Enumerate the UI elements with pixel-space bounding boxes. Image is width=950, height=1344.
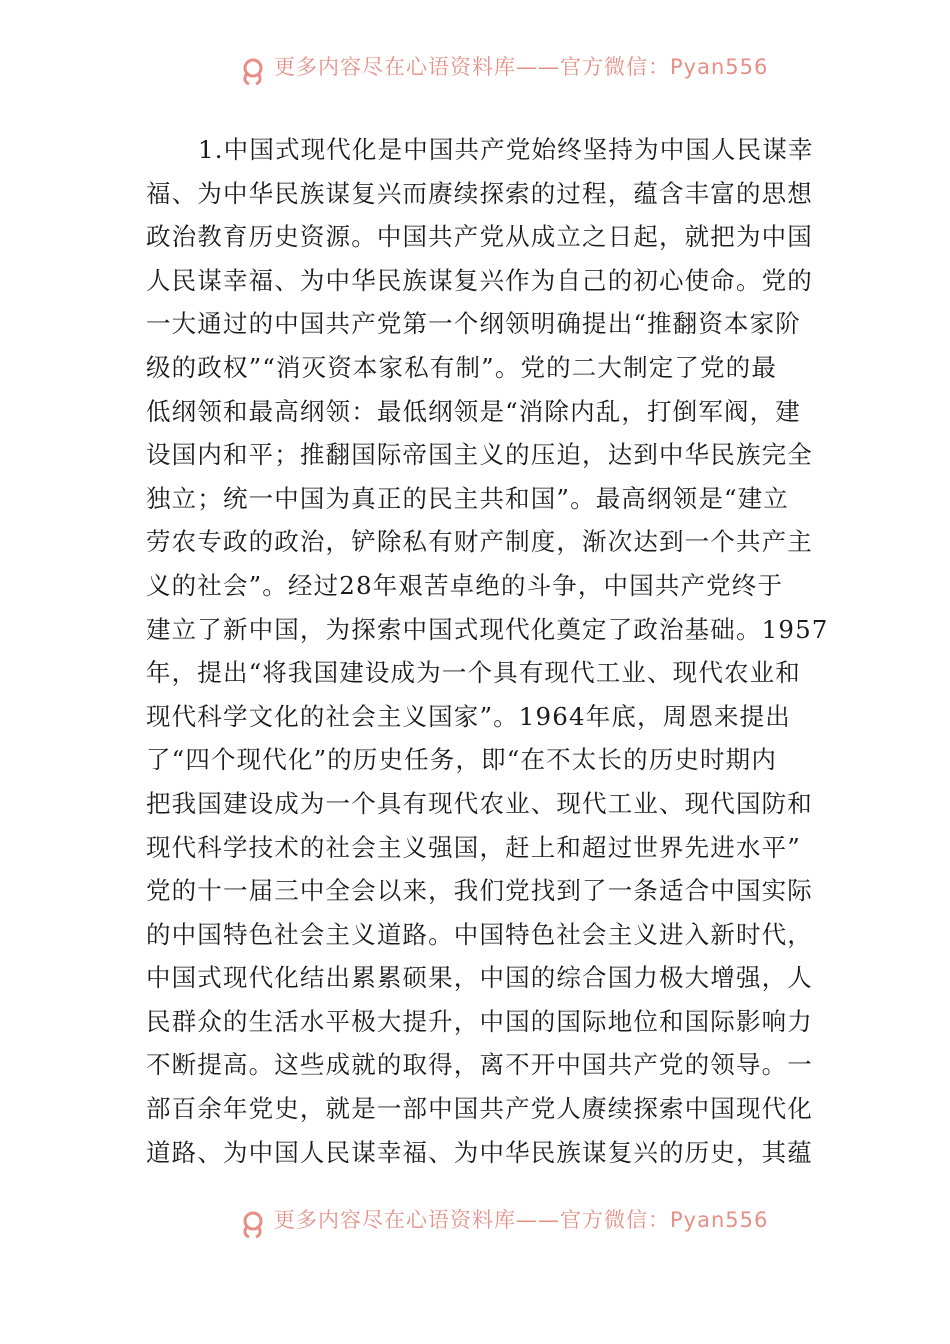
document-body — [146, 128, 829, 1174]
text-line: 1.中国式现代化是中国共产党始终坚持为中国人民谋幸 — [198, 135, 814, 164]
text-line: 部百余年党史，就是一部中国共产党人赓续探索中国现代化 — [146, 1094, 813, 1124]
text-line: 劳农专政的政治，铲除私有财产制度，渐次达到一个共产主 — [146, 527, 813, 557]
text-line: 道路、为中国人民谋幸福、为中华民族谋复兴的历史，其蕴 — [146, 1137, 813, 1167]
text-line: 人民谋幸福、为中华民族谋复兴作为自己的初心使命。党的 — [146, 265, 813, 295]
text-line: 中国式现代化结出累累硕果，中国的综合国力极大增强，人 — [146, 963, 813, 993]
text-line: 政治教育历史资源。中国共产党从成立之日起，就把为中国 — [146, 222, 813, 252]
text-line: 级的政权”“消灭资本家私有制”。党的二大制定了党的最 — [146, 352, 777, 382]
text-line: 党的十一届三中全会以来，我们党找到了一条适合中国实际 — [146, 876, 813, 906]
logo-icon — [238, 1210, 268, 1240]
text-line: 福、为中华民族谋复兴而赓续探索的过程，蕴含丰富的思想 — [146, 178, 813, 208]
footer-watermark-banner — [0, 1205, 950, 1245]
text-line: 设国内和平；推翻国际帝国主义的压迫，达到中华民族完全 — [146, 440, 813, 470]
text-line: 低纲领和最高纲领：最低纲领是“消除内乱，打倒军阀，建 — [146, 396, 801, 426]
text-line: 建立了新中国，为探索中国式现代化奠定了政治基础。1957 — [146, 614, 829, 644]
text-line: 现代科学文化的社会主义国家”。1964年底，周恩来提出 — [146, 701, 791, 731]
header-watermark-banner — [0, 52, 950, 92]
text-line: 义的社会”。经过28年艰苦卓绝的斗争，中国共产党终于 — [146, 570, 784, 600]
text-line: 了“四个现代化”的历史任务，即“在不太长的历史时期内 — [146, 745, 777, 775]
text-line: 民群众的生活水平极大提升，中国的国际地位和国际影响力 — [146, 1006, 813, 1036]
text-line: 把我国建设成为一个具有现代农业、现代工业、现代国防和 — [146, 788, 813, 818]
logo-icon — [238, 57, 268, 87]
text-line: 年，提出“将我国建设成为一个具有现代工业、现代农业和 — [146, 658, 801, 688]
text-line: 不断提高。这些成就的取得，离不开中国共产党的领导。一 — [146, 1050, 813, 1080]
text-line: 现代科学技术的社会主义强国，赶上和超过世界先进水平” — [146, 832, 801, 862]
text-line: 独立；统一中国为真正的民主共和国”。最高纲领是“建立 — [146, 483, 789, 513]
text-line: 的中国特色社会主义道路。中国特色社会主义进入新时代， — [146, 919, 813, 949]
footer-watermark-text: 更多内容尽在心语资料库——官方微信：Pyan556 — [274, 1208, 769, 1232]
text-line: 一大通过的中国共产党第一个纲领明确提出“推翻资本家阶 — [146, 309, 801, 339]
header-watermark-text: 更多内容尽在心语资料库——官方微信：Pyan556 — [274, 55, 769, 79]
